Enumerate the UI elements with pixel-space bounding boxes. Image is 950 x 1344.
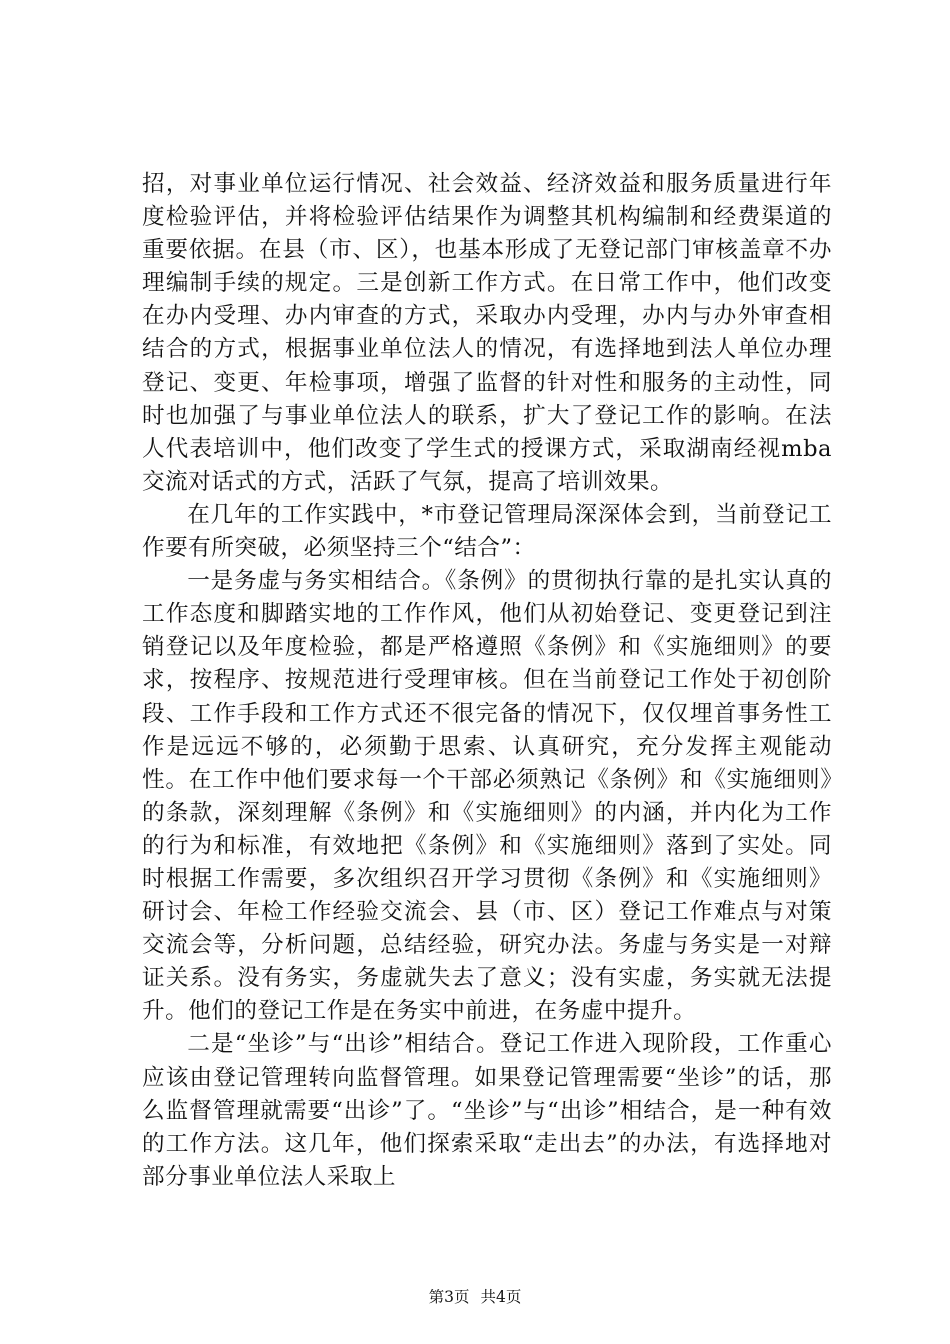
paragraph-4: 二是“坐诊”与“出诊”相结合。登记工作进入现阶段，工作重心应该由登记管理转向监督管理。如果登记管理需要“坐诊”的话，那么监督管理就需要“出诊”了。“坐诊”与“出诊”相结合，是一种有效的工作方法。这几年，他们探索采取“走出去”的办法，有选择地对部分事业单位法人采取上 [142,1031,832,1190]
page-number: 第3页 [428,1288,470,1306]
document-body [142,168,832,1194]
page-total: 共4页 [480,1288,522,1306]
paragraph-3: 一是务虚与务实相结合。《条例》的贯彻执行靠的是扎实认真的工作态度和脚踏实地的工作作风，他们从初始登记、变更登记到注销登记以及年度检验，都是严格遵照《条例》和《实施细则》的要求，按程序、按规范进行受理审核。但在当前登记工作处于初创阶段、工作手段和工作方式还不很完备的情况下，仅仅埋首事务性工作是远远不够的，必须勤于思索、认真研究，充分发挥主观能动性。在工作中他们要求每一个干部必须熟记《条例》和《实施细则》的条款，深刻理解《条例》和《实施细则》的内涵，并内化为工作的行为和标准，有效地把《条例》和《实施细则》落到了实处。同时根据工作需要，多次组织召开学习贯彻《条例》和《实施细则》研讨会、年检工作经验交流会、县（市、区）登记工作难点与对策交流会等，分析问题，总结经验，研究办法。务虚与务实是一对辩证关系。没有务实，务虚就失去了意义；没有实虚，务实就无法提升。他们的登记工作是在务实中前进，在务虚中提升。 [142,568,832,1025]
page-footer [0,1287,950,1307]
paragraph-1: 招，对事业单位运行情况、社会效益、经济效益和服务质量进行年度检验评估，并将检验评估结果作为调整其机构编制和经费渠道的重要依据。在县（市、区），也基本形成了无登记部门审核盖章不办理编制手续的规定。三是创新工作方式。在日常工作中，他们改变在办内受理、办内审查的方式，采取办内受理，办内与办外审查相结合的方式，根据事业单位法人的情况，有选择地到法人单位办理登记、变更、年检事项，增强了监督的针对性和服务的主动性，同时也加强了与事业单位法人的联系，扩大了登记工作的影响。在法人代表培训中，他们改变了学生式的授课方式，采取湖南经视mba交流对话式的方式，活跃了气氛，提高了培训效果。 [142,171,832,495]
paragraph-2: 在几年的工作实践中，*市登记管理局深深体会到，当前登记工作要有所突破，必须坚持三个“结合”： [142,501,832,562]
